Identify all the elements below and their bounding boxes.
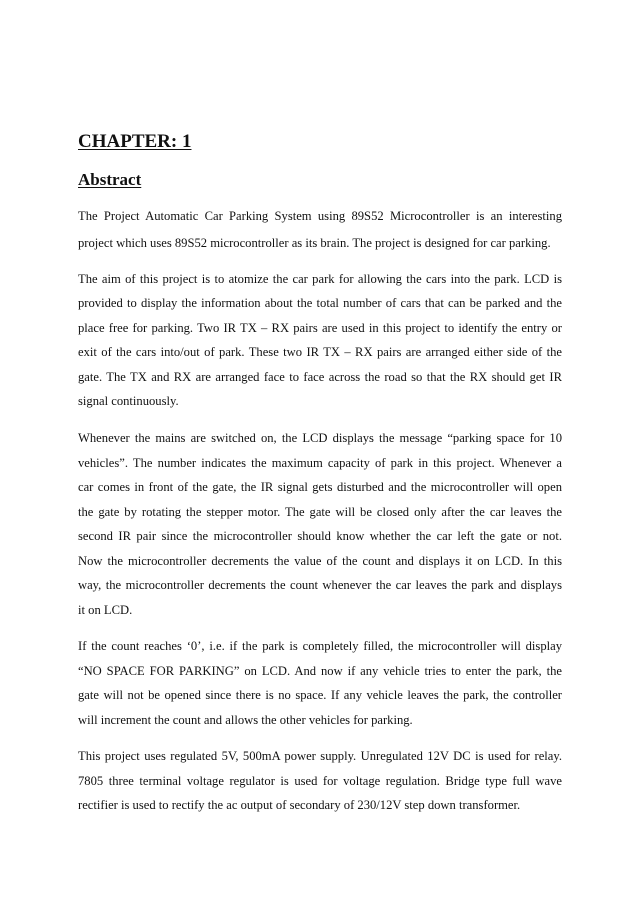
text-line: vehicles”. The number indicates the maximum capacity of park in this project. Whenever a xyxy=(78,456,562,470)
text-line: the gate by rotating the stepper motor. The gate will be closed only after the car leaves the xyxy=(78,505,562,519)
text-line: This project uses regulated 5V, 500mA power supply. Unregulated 12V DC is used for relay. xyxy=(78,749,562,763)
text-line: Whenever the mains are switched on, the LCD displays the message “parking space for 10 xyxy=(78,431,562,445)
text-line: “NO SPACE FOR PARKING” on LCD. And now if any vehicle tries to enter the park, the xyxy=(78,664,562,678)
text-line: signal continuously. xyxy=(78,394,179,408)
text-line: exit of the cars into/out of park. These two IR TX – RX pairs are arranged either side of the xyxy=(78,345,562,359)
text-line: gate. The TX and RX are arranged face to face across the road so that the RX should get IR xyxy=(78,370,562,384)
text-line: gate will not be opened since there is no space. If any vehicle leaves the park, the controller xyxy=(78,688,562,702)
text-line: If the count reaches ‘0’, i.e. if the park is completely filled, the microcontroller will display xyxy=(78,639,562,653)
text-line: project which uses 89S52 microcontroller as its brain. The project is designed for car parking. xyxy=(78,236,551,250)
section-title: Abstract xyxy=(78,170,142,189)
text-line: second IR pair since the microcontroller should know whether the car left the gate or not. xyxy=(78,529,562,543)
text-line: rectifier is used to rectify the ac output of secondary of 230/12V step down transformer. xyxy=(78,798,521,812)
text-line: provided to display the information about the total number of cars that can be parked and the xyxy=(78,296,562,310)
text-line: car comes in front of the gate, the IR signal gets disturbed and the microcontroller will open xyxy=(78,480,562,494)
text-line: The Project Automatic Car Parking System using 89S52 Microcontroller is an interesting xyxy=(78,209,562,223)
text-line: will increment the count and allows the other vehicles for parking. xyxy=(78,713,413,727)
text-line: 7805 three terminal voltage regulator is used for voltage regulation. Bridge type full wave xyxy=(78,774,562,788)
text-line: it on LCD. xyxy=(78,603,133,617)
text-line: place free for parking. Two IR TX – RX pairs are used in this project to identify the entry or xyxy=(78,321,562,335)
text-line: The aim of this project is to atomize the car park for allowing the cars into the park. LCD is xyxy=(78,272,562,286)
chapter-title: CHAPTER: 1 xyxy=(78,131,192,152)
text-line: Now the microcontroller decrements the value of the count and displays it on LCD. In this xyxy=(78,554,562,568)
text-line: way, the microcontroller decrements the count whenever the car leaves the park and displays xyxy=(78,578,562,592)
